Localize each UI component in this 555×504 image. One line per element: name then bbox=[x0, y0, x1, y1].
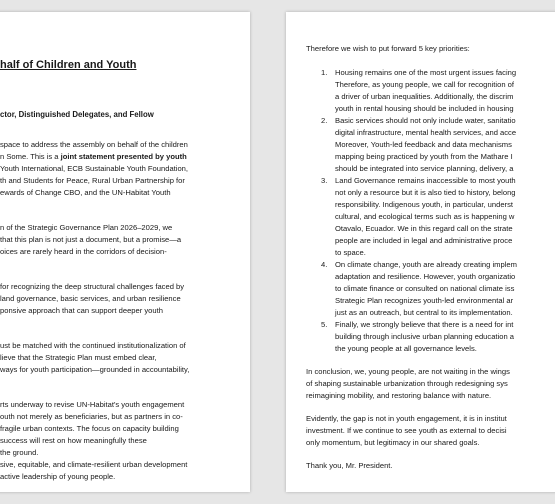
priority-1-line-1: Housing remains one of the most urgent issues facing bbox=[335, 68, 517, 77]
intro-line-4: th and Students for Peace, Rural Urban Partnership for bbox=[0, 176, 185, 185]
priority-2-number: 2. bbox=[321, 116, 328, 125]
priority-2-line-3: Moreover, Youth-led feedback and data mechanisms bbox=[335, 140, 512, 149]
evidently-line-2: investment. If we continue to see youth as external to decisi bbox=[306, 426, 507, 435]
para5-line-5: the ground. bbox=[0, 448, 39, 457]
priority-3-line-4: cultural, and ecological terms such as is happening w bbox=[335, 212, 515, 221]
conclusion-line-3: reimagining mobility, and restoring balance with nature. bbox=[306, 391, 492, 400]
priority-4-line-4: Strategic Plan recognizes youth-led environmental ar bbox=[335, 296, 514, 305]
priority-4-line-3: to climate finance or consulted on national climate iss bbox=[335, 284, 515, 293]
priority-3-line-3: responsibility. Indigenous youth, in particular, underst bbox=[335, 200, 513, 209]
joint-statement-emphasis: joint statement presented by youth bbox=[60, 152, 187, 161]
priority-1-line-2: Therefore, as young people, we call for recognition of bbox=[335, 80, 514, 89]
priority-2-line-2: digital infrastructure, mental health services, and acce bbox=[335, 128, 517, 137]
closing-thanks: Thank you, Mr. President. bbox=[306, 461, 393, 470]
intro-line-3: Youth International, ECB Sustainable Youth Foundation, bbox=[0, 164, 189, 173]
para4-line-3: ways for youth participation—grounded in accountability, bbox=[0, 365, 190, 374]
priority-2-line-4: mapping being practiced by youth from the Mathare I bbox=[335, 152, 513, 161]
priority-2-line-1: Basic services should not only include water, sanitatio bbox=[335, 116, 516, 125]
intro-line-1: space to address the assembly on behalf of the children bbox=[0, 140, 188, 149]
priority-3-number: 3. bbox=[321, 176, 328, 185]
priority-4-line-5: just as an outreach, but central to its implementation. bbox=[335, 308, 513, 317]
conclusion-line-2: of shaping sustainable urbanization through redesigning sys bbox=[306, 379, 508, 388]
para3-line-2: land governance, basic services, and urban resilience bbox=[0, 294, 181, 303]
right-page bbox=[286, 12, 555, 492]
priority-1-line-3: a driver of urban inequalities. Additionally, the discrim bbox=[335, 92, 514, 101]
conclusion-line-1: In conclusion, we, young people, are not waiting in the wings bbox=[306, 367, 510, 376]
priority-4-number: 4. bbox=[321, 260, 328, 269]
para5-line-2: outh not merely as beneficiaries, but as partners in co- bbox=[0, 412, 183, 421]
page-title: half of Children and Youth bbox=[0, 59, 137, 71]
priority-3-line-7: to space. bbox=[335, 248, 366, 257]
priority-4-line-1: On climate change, youth are already creating implem bbox=[335, 260, 517, 269]
priority-3-line-2: not only a resource but it is also tied to history, belong bbox=[335, 188, 516, 197]
para6-line-1: sive, equitable, and climate-resilient urban development bbox=[0, 460, 188, 469]
para4-line-1: ust be matched with the continued institutionalization of bbox=[0, 341, 186, 350]
para4-line-2: lieve that the Strategic Plan must embed clear, bbox=[0, 353, 157, 362]
para2-line-3: oices are rarely heard in the corridors of decision- bbox=[0, 247, 167, 256]
para5-line-4: success will rest on how meaningfully these bbox=[0, 436, 147, 445]
para5-line-3: fragile urban contexts. The focus on capacity building bbox=[0, 424, 179, 433]
priority-3-line-6: people are included in legal and administrative proce bbox=[335, 236, 513, 245]
salutation-heading: ctor, Distinguished Delegates, and Fellow bbox=[0, 110, 154, 119]
priority-5-line-3: the young people at all governance levels. bbox=[335, 344, 477, 353]
priority-4-line-2: adaptation and resilience. However, youth organizatio bbox=[335, 272, 516, 281]
priority-2-line-5: should be integrated into service planning, delivery, a bbox=[335, 164, 514, 173]
priority-5-line-1: Finally, we strongly believe that there is a need for int bbox=[335, 320, 514, 329]
evidently-line-3: only momentum, but legitimacy in our shared goals. bbox=[306, 438, 480, 447]
priority-3-line-5: Otavalo, Ecuador. We in this regard call on the strate bbox=[335, 224, 513, 233]
priorities-lead: Therefore we wish to put forward 5 key priorities: bbox=[306, 44, 470, 53]
intro-line-5: ewards of Change CBO, and the UN-Habitat Youth bbox=[0, 188, 171, 197]
evidently-line-1: Evidently, the gap is not in youth engagement, it is in institut bbox=[306, 414, 507, 423]
priority-3-line-1: Land Governance remains inaccessible to most youth bbox=[335, 176, 516, 185]
para3-line-1: for recognizing the deep structural challenges faced by bbox=[0, 282, 185, 291]
priority-5-number: 5. bbox=[321, 320, 328, 329]
para2-line-2: that this plan is not just a document, but a promise—a bbox=[0, 235, 182, 244]
para2-line-1: n of the Strategic Governance Plan 2026–2029, we bbox=[0, 223, 173, 232]
priority-1-number: 1. bbox=[321, 68, 328, 77]
para6-line-2: active leadership of young people. bbox=[0, 472, 116, 481]
para5-line-1: rts underway to revise UN-Habitat's youth engagement bbox=[0, 400, 185, 409]
intro-line-2: n Some. This is a joint statement presented by youth bbox=[0, 152, 187, 161]
priority-5-line-2: building through inclusive urban planning education a bbox=[335, 332, 515, 341]
priority-1-line-4: youth in rental housing should be included in housing bbox=[335, 104, 514, 113]
left-page bbox=[0, 12, 250, 492]
para3-line-3: ponsive approach that can support deeper youth bbox=[0, 306, 163, 315]
